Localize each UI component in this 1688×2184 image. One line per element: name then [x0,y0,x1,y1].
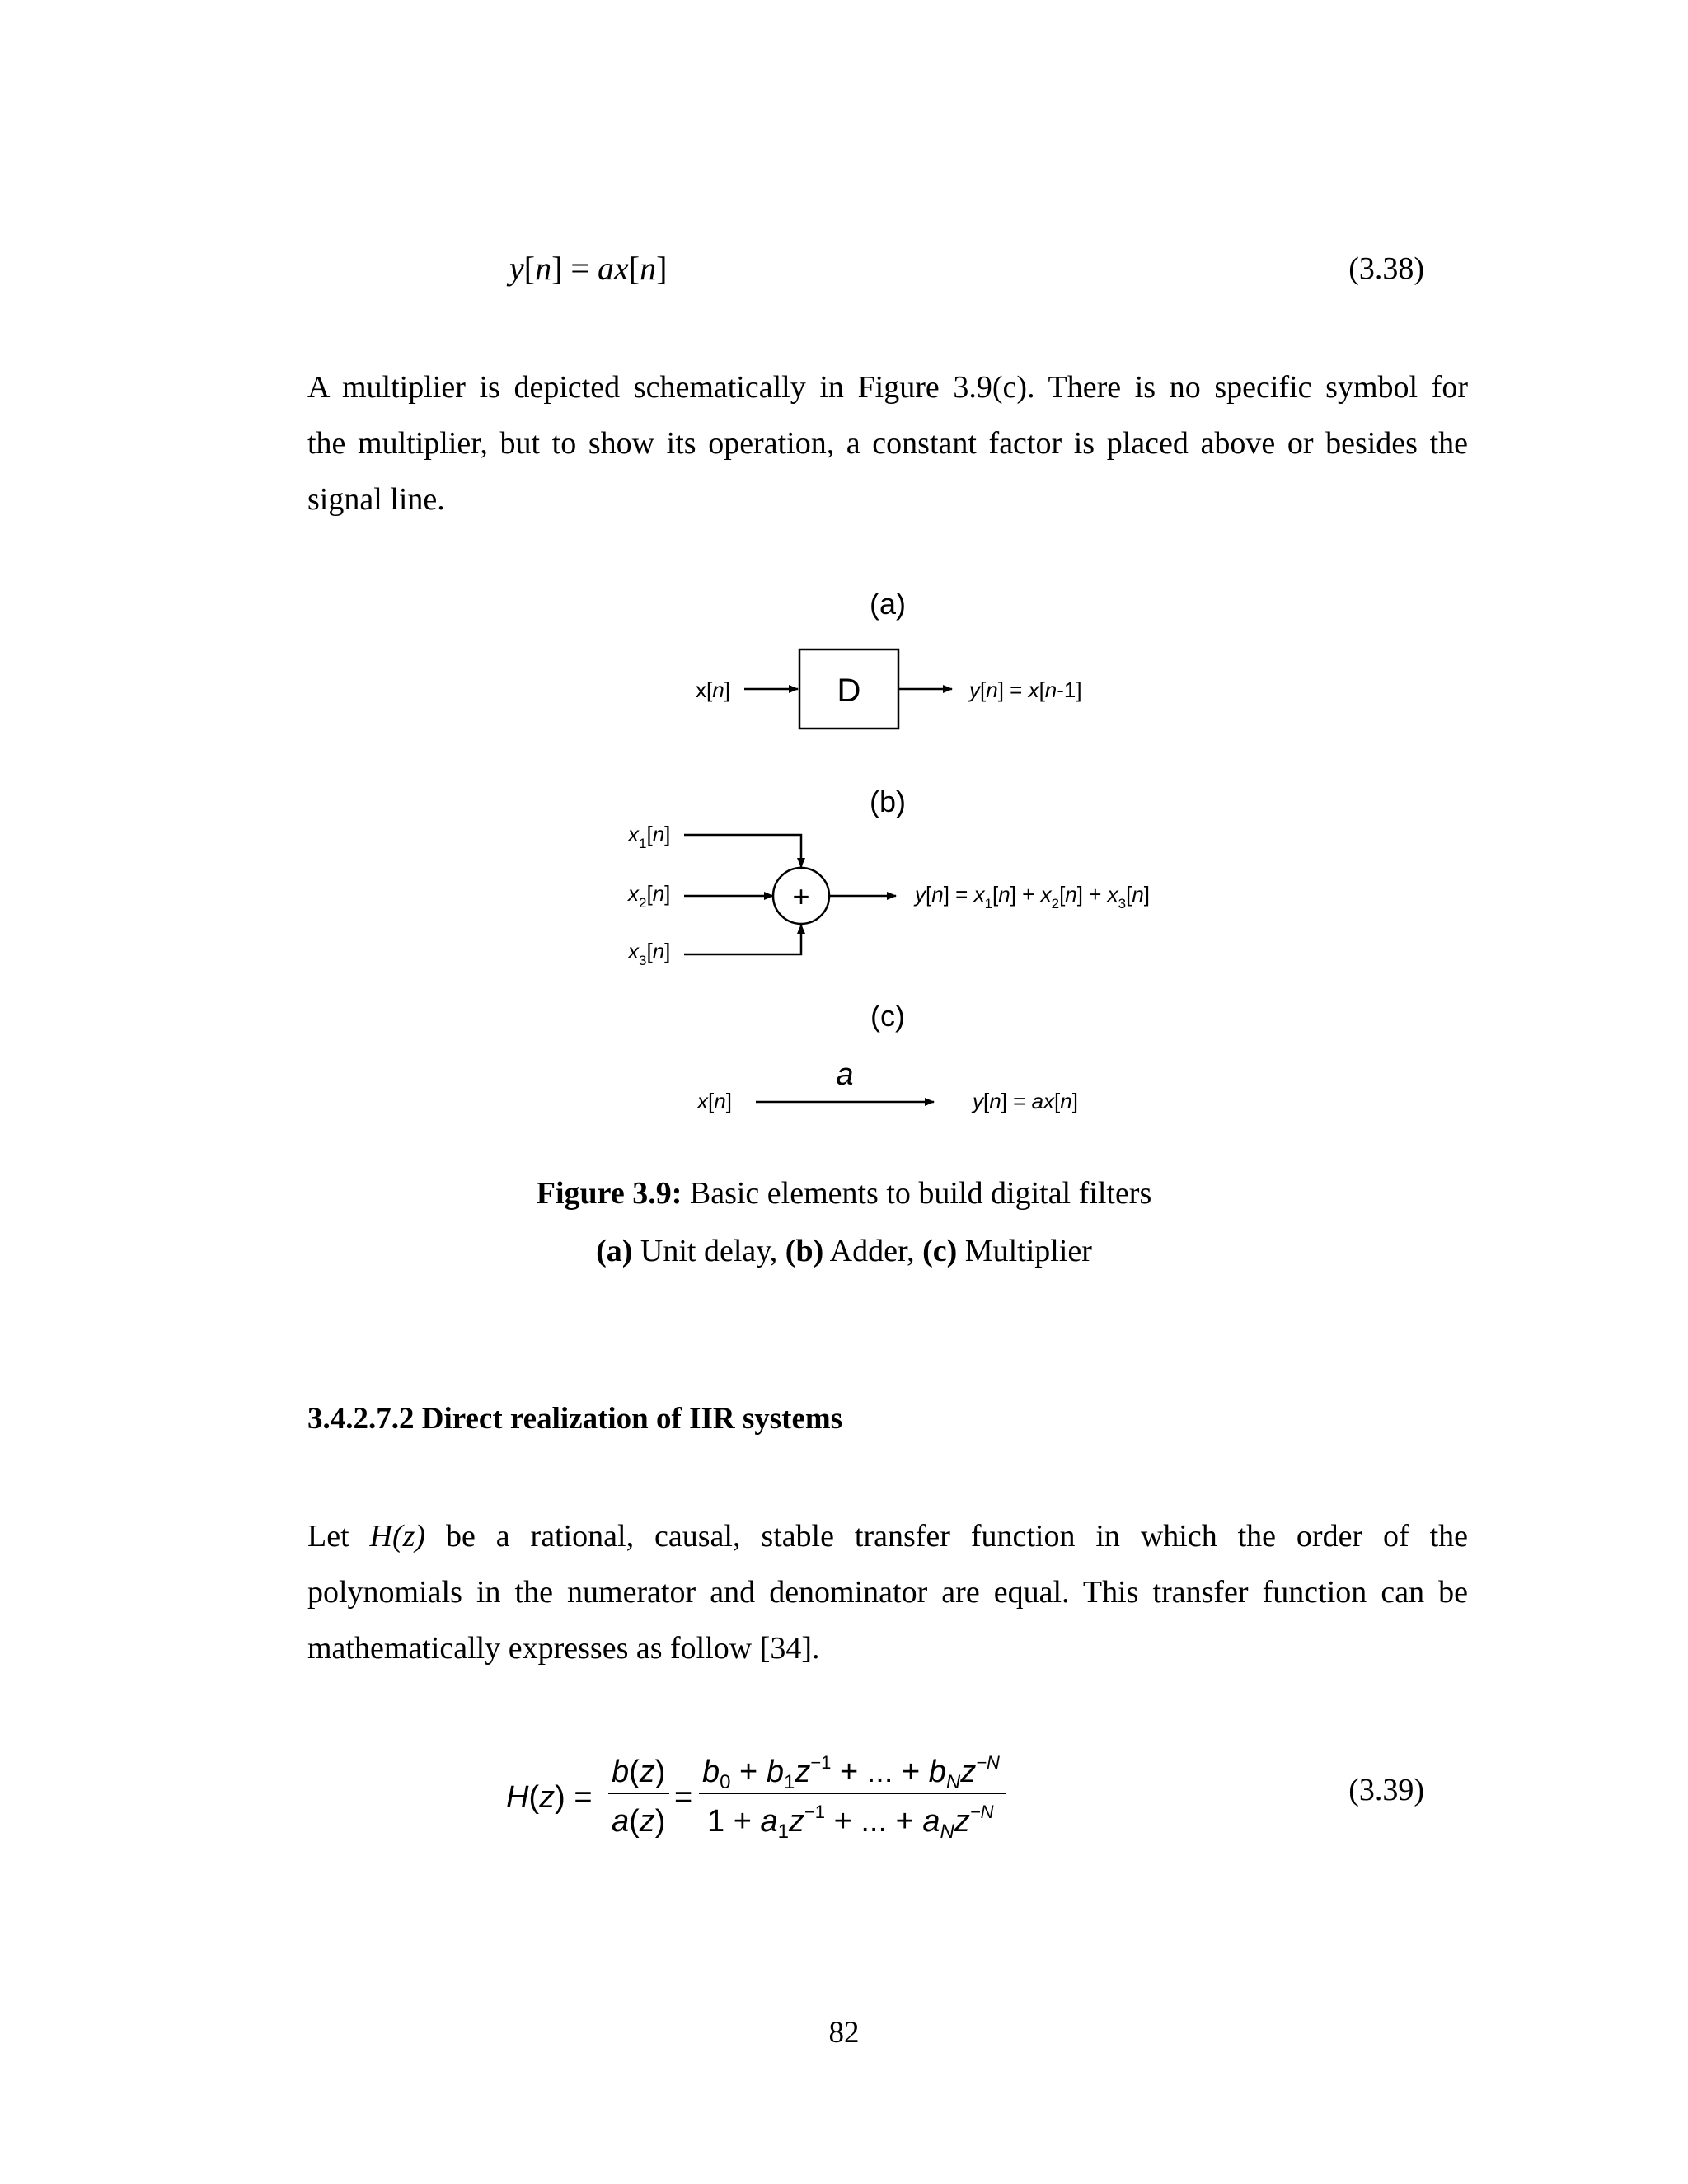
eq339-denominator: $1 + a_1z^{-1}$ + ... + $a_Nz^{-N}$ [707,1802,994,1843]
caption-part-text: Multiplier [957,1234,1092,1268]
caption-line-1 [0,1175,1688,1212]
caption-title: Basic elements to build digital filters [682,1176,1152,1211]
adder-input-2: $x_2[n]$ [628,881,671,911]
panel-a-label: (a) [870,587,906,621]
adder-output: $y[n] = x_1[n] + x_2[n] + x_3[n]$ [915,882,1151,912]
equation-number-3-38: (3.38) [1348,251,1424,286]
panel-b-label: (b) [870,785,906,818]
panel-c-input: x[n] [697,1089,732,1113]
eq-symbol: [ [523,250,536,287]
eq-symbol: ] = [551,250,598,287]
paragraph-line: signal line. [307,482,445,517]
eq-symbol: y [509,250,524,287]
equation-3-39 [495,1739,1022,1846]
paragraph-line: mathematically expresses as follow [34]. [307,1631,820,1666]
caption-line-2 [0,1233,1688,1269]
adder-input-3: $x_3[n]$ [628,939,671,968]
text-run: be a rational, causal, stable transfer function in which the order of the [425,1519,1468,1554]
adder-plus: + [792,879,810,913]
text-run-italic: H(z) [369,1519,426,1554]
adder-input-3-arrow [684,925,801,954]
paragraph-transfer-function [307,1508,1468,1676]
paragraph-line: A multiplier is depicted schematically in Figure 3.9(c). There is no specific symbol for [307,370,1468,405]
panel-a-output: y[n] = x[n-1] [969,677,1082,702]
eq-symbol: n [640,250,657,287]
eq339-frac1-den: a(z) [612,1804,666,1839]
eq339-frac1-num: b(z) [612,1755,666,1789]
eq-symbol: [ [628,250,640,287]
adder-input-1-arrow [684,835,801,867]
eq339-equals: = [674,1780,693,1815]
caption-part-label: (a) [596,1234,633,1268]
eq-symbol: x [613,250,629,287]
delay-block-label: D [837,673,861,709]
section-heading: 3.4.2.7.2 Direct realization of IIR systems [307,1402,843,1436]
eq-symbol: ] [656,250,668,287]
adder-input-1: $x_1[n]$ [628,822,671,851]
eq339-numerator: $b_0 + b_1z^{-1}$ + ... + $b_Nz^{-N}$ [702,1752,1000,1793]
panel-c-output: y[n] = ax[n] [973,1089,1078,1113]
multiplier-factor: a [836,1057,854,1092]
eq-symbol: a [597,250,614,287]
page-number: 82 [828,2016,860,2050]
paragraph-line: polynomials in the numerator and denominator are equal. This transfer function can be [307,1575,1468,1610]
equation-number-3-39: (3.39) [1348,1773,1424,1807]
eq339-lhs: H(z) = [506,1780,593,1815]
caption-part-label: (c) [922,1234,958,1268]
paragraph-line [307,1508,1468,1564]
panel-a-input: x[n] [696,677,730,702]
caption-figure-label: Figure 3.9: [536,1176,682,1211]
caption-part-text: Unit delay, [632,1234,785,1268]
text-run: Let [307,1519,370,1554]
figure-caption [0,1175,1688,1269]
panel-c-label: (c) [870,999,905,1033]
caption-part-text: Adder, [823,1234,923,1268]
paragraph-line: the multiplier, but to show its operation, a constant factor is placed above or besides the [307,426,1468,461]
eq-symbol: n [535,250,552,287]
caption-part-label: (b) [785,1234,824,1268]
